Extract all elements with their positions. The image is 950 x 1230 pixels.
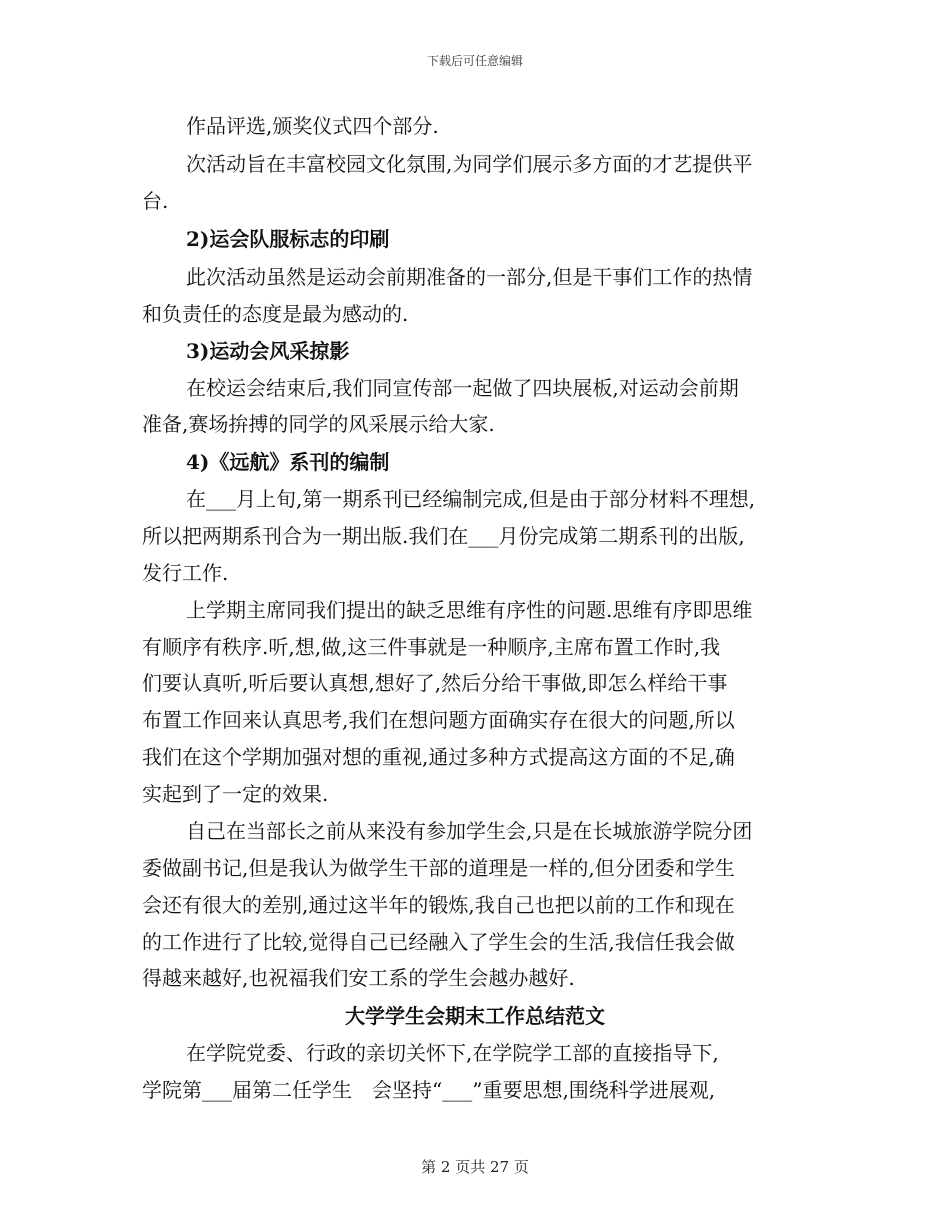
body-line: 台. bbox=[142, 189, 169, 213]
body-line: 次活动旨在丰富校园文化氛围,为同学们展示多方面的才艺提供平 bbox=[186, 152, 753, 176]
body-line: 的工作进行了比较,觉得自己已经融入了学生会的生活,我信任我会做 bbox=[142, 930, 735, 954]
body-line: 实起到了一定的效果. bbox=[142, 782, 329, 806]
subsection-heading: 3)运动会风采掠影 bbox=[186, 339, 350, 363]
body-line: 和负责任的态度是最为感动的. bbox=[142, 302, 409, 326]
body-line: 有顺序有秩序.听,想,做,这三件事就是一种顺序,主席布置工作时,我 bbox=[142, 635, 721, 659]
body-line: 们要认真听,听后要认真想,想好了,然后分给干事做,即怎么样给干事 bbox=[142, 671, 728, 695]
body-line: 委做副书记,但是我认为做学生干部的道理是一样的,但分团委和学生 bbox=[142, 856, 735, 880]
section-title: 大学学生会期末工作总结范文 bbox=[345, 1004, 605, 1028]
body-line: 准备,赛场拚搏的同学的风采展示给大家. bbox=[142, 412, 495, 436]
body-line: 在___月上旬,第一期系刊已经编制完成,但是由于部分材料不理想, bbox=[186, 487, 756, 511]
body-line: 在校运会结束后,我们同宣传部一起做了四块展板,对运动会前期 bbox=[186, 376, 739, 400]
body-line: 此次活动虽然是运动会前期准备的一部分,但是干事们工作的热情 bbox=[186, 265, 753, 289]
body-line: 会还有很大的差别,通过这半年的锻炼,我自己也把以前的工作和现在 bbox=[142, 893, 735, 917]
body-line: 在学院党委、行政的亲切关怀下,在学院学工部的直接指导下, bbox=[186, 1041, 719, 1065]
body-line: 学院第___届第二任学生 会坚持“___”重要思想,围绕科学进展观, bbox=[142, 1078, 716, 1102]
body-line: 作品评选,颁奖仪式四个部分. bbox=[186, 114, 439, 138]
body-line: 得越来越好,也祝福我们安工系的学生会越办越好. bbox=[142, 966, 575, 990]
body-line: 自己在当部长之前从来没有参加学生会,只是在长城旅游学院分团 bbox=[186, 819, 753, 843]
body-line: 上学期主席同我们提出的缺乏思维有序性的问题.思维有序即思维 bbox=[186, 598, 753, 622]
subsection-heading: 4)《远航》系刊的编制 bbox=[186, 450, 390, 474]
body-line: 我们在这个学期加强对想的重视,通过多种方式提高这方面的不足,确 bbox=[142, 745, 735, 769]
subsection-heading: 2)运会队服标志的印刷 bbox=[186, 227, 390, 251]
body-line: 所以把两期系刊合为一期出版.我们在___月份完成第二期系刊的出版, bbox=[142, 524, 745, 548]
page-header: 下载后可任意编辑 bbox=[426, 54, 523, 68]
body-line: 布置工作回来认真思考,我们在想问题方面确实存在很大的问题,所以 bbox=[142, 708, 735, 732]
page-footer: 第 2 页共 27 页 bbox=[421, 1158, 529, 1176]
body-line: 发行工作. bbox=[142, 561, 229, 585]
